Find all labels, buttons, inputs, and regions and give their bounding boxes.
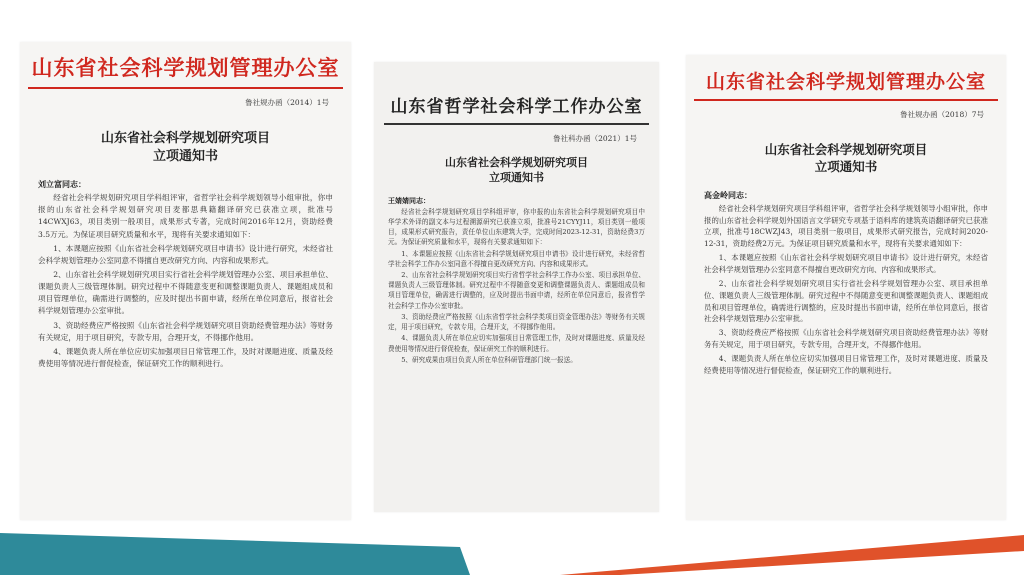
notice-document-2018 (686, 55, 1006, 520)
paragraph: 2、山东省社会科学规划研究项目实行省社会科学规划管理办公室、项目承担单位、课题负责人三级管理体制。研究过程中不得随意变更和调整课题负责人、课题组成员和项目管理单位，确需进行调整的，应及时提出书面申请，经所在单位同意后，报省社会科学规划管理办公室审批。 (38, 269, 333, 316)
greeting: 高金岭同志： (704, 189, 752, 200)
paragraph: 2、山东省社会科学规划研究项目实行省哲学社会科学工作办公室、项目承担单位、课题负责人三级管理体制。研究过程中不得随意变更和调整课题负责人、课题组成员和项目管理单位，确需进行调整的，应及时提出书面申请，经所在单位同意后，报省哲学社会科学工作办公室审批。 (388, 271, 645, 310)
paragraph: 1、本课题应按照《山东省社会科学规划研究项目申请书》设计进行研究，未经省哲学社会科学工作办公室同意不得擅自更改研究方向、内容和成果形式。 (388, 249, 645, 268)
document-reference: 鲁社规办函（2014）1号 (245, 98, 329, 107)
paragraph: 4、课题负责人所在单位应切实加强项目日常管理工作，及时对课题进度、质量及经费使用等情况进行督促检查，保证研究工作的顺利进行。 (704, 353, 988, 375)
office-header: 山东省哲学社会科学工作办公室 (390, 97, 643, 117)
paragraph: 3、资助经费应严格按照《山东省社会科学规划研究项目资助经费管理办法》等财务有关规定，用于项目研究，专款专用，合理开支，不得挪作他用。 (704, 328, 988, 350)
paragraph: 经省社会科学规划研究项目学科组评审，省哲学社会科学规划领导小组审批，你申报的山东省社会科学规划外国语言文学研究专项基于语料库的建筑英语翻译研究已获准立项，批准号18CWZJ43，项目类别一般项目，成果形式研究报告，完成时间2020-12-31，资助经费2万元。为保证项目研究质量和水平，现将有关要求通知如下： (704, 203, 988, 249)
greeting: 刘立富同志： (38, 179, 86, 190)
document-reference: 鲁社科办函（2021）1号 (553, 134, 637, 143)
orange-stripe (560, 535, 1024, 575)
document-title (686, 142, 1006, 176)
notice-document-2021 (374, 62, 659, 512)
title-line-2: 立项通知书 (814, 158, 878, 174)
paragraph: 3、资助经费应严格按照《山东省哲学社会科学类项目资金管理办法》等财务有关规定，用于项目研究，专款专用，合理开支，不得挪作他用。 (388, 312, 645, 332)
paragraph: 1、本课题应按照《山东省社会科学规划研究项目申请书》设计进行研究，未经省社会科学规划管理办公室同意不得擅自更改研究方向、内容和成果形式。 (38, 243, 333, 265)
paragraph: 4、课题负责人所在单位应切实加强项目日常管理工作，及时对课题进度、质量及经费使用等情况进行督促检查，保证研究工作的顺利进行。 (388, 334, 645, 353)
paragraph: 2、山东省社会科学规划研究项目实行省社会科学规划管理办公室、项目承担单位、课题负责人三级管理体制。研究过程中不得随意变更和调整课题负责人、课题组成员和项目管理单位，确需进行调整的，应及时提出书面申请，经所在单位同意后，报省社会科学规划管理办公室审批。 (704, 278, 988, 324)
teal-stripe (0, 533, 470, 575)
office-header: 山东省社会科学规划管理办公室 (705, 71, 986, 93)
document-title (20, 130, 351, 165)
paragraph: 3、资助经费应严格按照《山东省社会科学规划研究项目资助经费管理办法》等财务有关规定，用于项目研究，专款专用，合理开支，不得挪作他用。 (38, 320, 333, 342)
title-line-2: 立项通知书 (152, 148, 218, 164)
paragraph: 4、课题负责人所在单位应切实加强项目日常管理工作，及时对课题进度、质量及经费使用等情况进行督促检查，保证研究工作的顺利进行。 (38, 346, 333, 368)
office-header: 山东省社会科学规划管理办公室 (31, 56, 340, 80)
title-line-1: 山东省社会科学规划研究项目 (764, 142, 928, 157)
paragraph: 经省社会科学规划研究项目学科组评审，省哲学社会科学规划领导小组审批，你申报的山东省社会科学规划研究项目麦都思典籍翻译研究已获准立项，批准号14CWXJ63，项目类别一般项目，成果形式专著，完成时间2016年12月，资助经费3.5万元。为保证项目研究质量和水平，现将有关要求通知如下： (38, 193, 333, 239)
title-line-1: 山东省社会科学规划研究项目 (445, 156, 588, 169)
decorative-stripes (0, 505, 1024, 575)
header-rule (694, 99, 998, 101)
notice-document-2014 (20, 42, 351, 520)
document-reference: 鲁社规办函（2018）7号 (900, 110, 984, 119)
greeting: 王婧婧同志： (388, 195, 430, 205)
title-line-2: 立项通知书 (489, 170, 544, 184)
title-line-1: 山东省社会科学规划研究项目 (100, 131, 270, 146)
document-title (374, 156, 659, 186)
paragraph: 5、研究成果由项目负责人所在单位科研管理部门统一报送。 (401, 355, 577, 364)
paragraph: 经省社会科学规划研究项目学科组评审，你申报的山东省社会科学规划研究项目中华学术外译的副文本与过程溯源研究已获准立项，批准号21CYYJ11，项目类别一般项目，成果形式研究报告，责任单位山东建筑大学，完成时间2023-12-31，资助经费3万元。为保证研究质量和水平，现将有关要求通知如下： (388, 207, 645, 247)
paragraph: 1、本课题应按照《山东省社会科学规划研究项目申请书》设计进行研究，未经省社会科学规划管理办公室同意不得擅自更改研究方向、内容和成果形式。 (704, 253, 988, 274)
header-rule (28, 87, 343, 89)
header-rule (384, 123, 649, 125)
